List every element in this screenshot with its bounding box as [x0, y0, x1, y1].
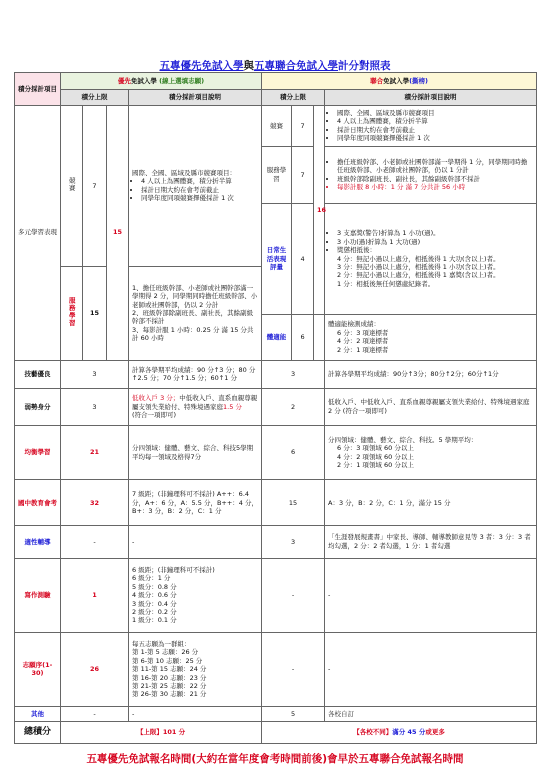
- j-service-desc: • 擔任班級幹部、小老師或社團幹部滿一學期得 1 分，同學期同時擔任班級幹部、小老師或社團幹部，仍以 1 分計 • 班級幹部除副班長、副社長，其餘副級幹部不採計 • 每影計服 8 小時：1 分 滿 7 分共計 56 小時: [325, 147, 537, 204]
- header-item: 積分採計項目: [15, 73, 61, 106]
- balanced-j-limit: 6: [262, 425, 325, 479]
- service-desc: 1、擔任班級幹部、小老師或社團幹部滿一學期得 2 分，同學期同時擔任班級幹部、小老師或社團幹部，仍以 2 分計 2、班級幹部除副班長、副社長，其餘副級幹部不採計 3、每影計服 1 小時：0.25 分 滿 15 分共計 60 小時: [129, 266, 262, 360]
- writing-p-limit: 1: [61, 558, 129, 632]
- exam-p-limit: 32: [61, 480, 129, 526]
- total-row: [15, 722, 537, 744]
- multi-label: 多元學習表現: [15, 105, 61, 360]
- wish-p-desc: 每五志願為一群組： 第 1-第 5 志願：26 分 第 6-第 10 志願：25 分 第 11-第 15 志願：24 分 第 16-第 20 志願：23 分 第 21-第 25 志願：22 分 第 26-第 30 志願：21 分: [129, 632, 262, 706]
- contest-desc-item: • 採計日期大約在會考前截止: [141, 186, 258, 194]
- joint-multi-limit: 16: [314, 105, 325, 314]
- header-joint: 聯合免試入學(撕榜): [262, 73, 537, 90]
- j-service-limit: 7: [292, 147, 314, 204]
- weak-label: 弱勢身分: [15, 388, 61, 425]
- wish-j-desc: -: [325, 632, 537, 706]
- header-priority: 優先免試入學 (線上選填志願): [61, 73, 262, 90]
- skill-j-desc: 計算各學期平均成績：90分↑3分；80分↑2分；60分↑1分: [325, 360, 537, 388]
- other-label: 其他: [15, 706, 61, 721]
- writing-label: 寫作測驗: [15, 558, 61, 632]
- other-j-limit: 5: [262, 706, 325, 721]
- j-multi-limit-spacer: [314, 314, 325, 360]
- page-title: [0, 58, 550, 73]
- writing-j-desc: -: [325, 558, 537, 632]
- j-daily-desc: • 3 支嘉獎(警告)折算為 1 小功(過)。 • 3 小功(過)折算為 1 大功(過) • 獎懲相抵後： 4 分：無記小過以上處分，相抵後得 1 大功(含以上)者。 3 分：無記小過以上處分，相抵後得 1 小功(含以上)者。 2 分：無記小過以上處分，相抵後得 1 嘉獎(含以上)者。 1 分：相抵後無任何懲處紀錄者。: [325, 203, 537, 314]
- wish-row: [15, 632, 537, 706]
- header-row-1: [15, 73, 537, 90]
- contest-desc-item: • 同學年度同項競賽擇優採計 1 次: [141, 194, 258, 202]
- weak-p-desc: 低收入戶 3 分；中低收入戶、直系血親尊親屬支領失業給付、特殊境遇家庭1.5 分 (符合一項即可): [129, 388, 262, 425]
- aptitude-p-limit: -: [61, 526, 129, 559]
- j-daily-limit: 4: [292, 203, 314, 314]
- total-label: 總積分: [15, 722, 61, 744]
- contest-desc: 國際、全國、區域及縣市競賽項目： • 4 人以上為團體賽，積分折半算 • 採計日期大約在會考前截止 • 同學年度同項競賽擇優採計 1 次: [129, 105, 262, 266]
- service-label: 服務學習: [61, 266, 83, 360]
- title-and: 與: [243, 60, 254, 72]
- weak-p-limit: 3: [61, 388, 129, 425]
- skill-label: 技藝優良: [15, 360, 61, 388]
- j-fitness-label: 體適能: [262, 314, 292, 360]
- skill-p-limit: 3: [61, 360, 129, 388]
- writing-j-limit: -: [262, 558, 325, 632]
- skill-j-limit: 3: [262, 360, 325, 388]
- skill-p-desc: 計算各學期平均成績：90 分↑3 分；80 分↑2.5 分；70 分↑1.5 分；60↑1 分: [129, 360, 262, 388]
- title-suffix: 計分對照表: [338, 60, 391, 72]
- weak-j-desc: 低收入戶、中低收入戶、直系血親尊親屬支領失業給付、特殊境遇家庭 2 分 (符合一項即可): [325, 388, 537, 425]
- header-joint-limit: 積分上限: [262, 90, 325, 105]
- exam-p-desc: 7 級距；(非鐘理科可不採計) A++：6.4 分，A+：6 分，A：5.5 分，B++：4 分，B+：3 分，B：2 分，C：1 分: [129, 480, 262, 526]
- wish-label: 志願序(1-30): [15, 632, 61, 706]
- contest-limit: 7: [83, 105, 107, 266]
- skill-row: [15, 360, 537, 388]
- aptitude-row: [15, 526, 537, 559]
- title-priority: 五專優先免試入學: [159, 60, 244, 72]
- contest-desc-item: • 4 人以上為團體賽，積分折半算: [141, 177, 258, 185]
- exam-j-limit: 15: [262, 480, 325, 526]
- contest-label: 競賽: [61, 105, 83, 266]
- aptitude-j-limit: 3: [262, 526, 325, 559]
- other-row: [15, 706, 537, 721]
- weak-row: [15, 388, 537, 425]
- balanced-p-limit: 21: [61, 425, 129, 479]
- aptitude-j-desc: 「生涯發展規畫書」中家長、導師、輔導教師意見等 3 者：3 分：3 者均勾選，2 分：2 者勾選，1 分：1 者勾選: [325, 526, 537, 559]
- other-p-desc: -: [129, 706, 262, 721]
- exam-row: [15, 480, 537, 526]
- writing-row: [15, 558, 537, 632]
- aptitude-p-desc: -: [129, 526, 262, 559]
- priority-multi-limit: 15: [107, 105, 129, 360]
- header-priority-limit: 積分上限: [61, 90, 129, 105]
- total-priority: 【上限】101 分: [61, 722, 262, 744]
- multi-row-1: [15, 105, 537, 146]
- balanced-p-desc: 分四領域：健體、藝文、綜合、科技5學期平均每一領域及格得7分: [129, 425, 262, 479]
- wish-p-limit: 26: [61, 632, 129, 706]
- exam-j-desc: A：3 分，B：2 分，C：1 分，滿分 15 分: [325, 480, 537, 526]
- balanced-label: 均衡學習: [15, 425, 61, 479]
- total-joint: 【各校不同】滿分 45 分或更多: [262, 722, 537, 744]
- wish-j-limit: -: [262, 632, 325, 706]
- balanced-j-desc: 分四領域：健體、藝文、綜合、科技。5 學期平均： 6 分：3 項領域 60 分以上 4 分：2 項領域 60 分以上 2 分：1 項領域 60 分以上: [325, 425, 537, 479]
- j-fitness-desc: 體適能檢測成績： 6 分：3 項達標者 4 分：2 項達標者 2 分：1 項達標者: [325, 314, 537, 360]
- j-service-label: 服務學習: [262, 147, 292, 204]
- other-p-limit: -: [61, 706, 129, 721]
- footer-note: 五專優先免試報名時間(大約在當年度會考時間前後)會早於五專聯合免試報名時間: [86, 753, 464, 765]
- writing-p-desc: 6 級距；(非鐘理科可不採計) 6 級分：1 分 5 級分：0.8 分 4 級分：0.6 分 3 級分：0.4 分 2 級分：0.2 分 1 級分：0.1 分: [129, 558, 262, 632]
- aptitude-label: 適性輔導: [15, 526, 61, 559]
- j-daily-label: 日常生活表現評量: [262, 203, 292, 314]
- header-priority-desc: 積分採計項目說明: [129, 90, 262, 105]
- j-contest-limit: 7: [292, 105, 314, 146]
- balanced-row: [15, 425, 537, 479]
- j-contest-desc: • 國際、全國、區域及縣市競賽項目 • 4 人以上為團體賽，積分折半算 • 採計日期大約在會考前截止 • 同學年度同項競賽擇優採計 1 次: [325, 105, 537, 146]
- j-contest-label: 競賽: [262, 105, 292, 146]
- j-fitness-limit: 6: [292, 314, 314, 360]
- score-comparison-table: [14, 72, 537, 744]
- other-j-desc: 各校自訂: [325, 706, 537, 721]
- header-joint-desc: 積分採計項目說明: [325, 90, 537, 105]
- exam-label: 國中教育會考: [15, 480, 61, 526]
- service-limit: 15: [83, 266, 107, 360]
- weak-j-limit: 2: [262, 388, 325, 425]
- title-joint: 五專聯合免試入學: [254, 60, 338, 72]
- header-row-2: [15, 90, 537, 105]
